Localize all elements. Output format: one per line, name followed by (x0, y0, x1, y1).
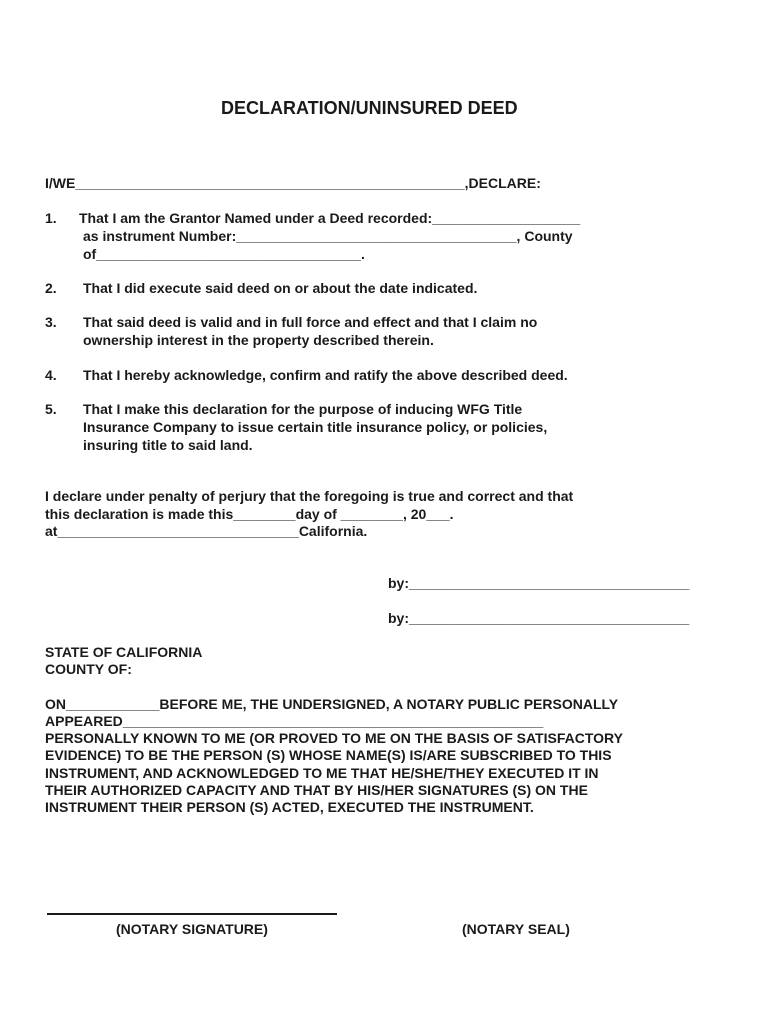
notary-signature-label: (NOTARY SIGNATURE) (116, 921, 268, 937)
page-title: DECLARATION/UNINSURED DEED (221, 98, 518, 118)
county-label[interactable]: COUNTY OF: (45, 661, 132, 677)
item-2-line-1: That I did execute said deed on or about the date indicated. (83, 280, 478, 296)
notary-signature-line[interactable] (47, 913, 337, 915)
notary-line-7: INSTRUMENT THEIR PERSON (S) ACTED, EXECUTED THE INSTRUMENT. (45, 799, 534, 815)
declare-line[interactable]: I/WE__________________________________________________,DECLARE: (45, 175, 541, 191)
notary-line-2[interactable]: APPEARED______________________________________________________ (45, 713, 544, 729)
item-3-line-2: ownership interest in the property described therein. (83, 332, 434, 348)
perjury-line-3[interactable]: at_______________________________California. (45, 523, 368, 539)
item-1-line-1[interactable]: That I am the Grantor Named under a Deed recorded:___________________ (79, 210, 581, 226)
notary-line-6: THEIR AUTHORIZED CAPACITY AND THAT BY HIS/HER SIGNATURES (S) ON THE (45, 782, 588, 798)
item-5-line-1: That I make this declaration for the purpose of inducing WFG Title (83, 401, 523, 417)
notary-line-5: INSTRUMENT, AND ACKNOWLEDGED TO ME THAT HE/SHE/THEY EXECUTED IT IN (45, 765, 599, 781)
item-1-number: 1. (45, 210, 57, 226)
item-3-line-1: That said deed is valid and in full force and effect and that I claim no (83, 314, 538, 330)
notary-line-1[interactable]: ON____________BEFORE ME, THE UNDERSIGNED, A NOTARY PUBLIC PERSONALLY (45, 696, 619, 712)
item-1-line-2[interactable]: as instrument Number:____________________________________, County (83, 228, 573, 244)
item-3-number: 3. (45, 314, 57, 330)
item-5-line-2: Insurance Company to issue certain title insurance policy, or policies, (83, 419, 548, 435)
notary-line-3: PERSONALLY KNOWN TO ME (OR PROVED TO ME ON THE BASIS OF SATISFACTORY (45, 730, 623, 746)
item-4-number: 4. (45, 367, 57, 383)
notary-line-4: EVIDENCE) TO BE THE PERSON (S) WHOSE NAME(S) IS/ARE SUBSCRIBED TO THIS (45, 747, 612, 763)
state-label: STATE OF CALIFORNIA (45, 644, 203, 660)
perjury-line-2[interactable]: this declaration is made this________day of ________, 20___. (45, 506, 454, 522)
perjury-line-1: I declare under penalty of perjury that the foregoing is true and correct and that (45, 488, 574, 504)
notary-seal-label: (NOTARY SEAL) (462, 921, 570, 937)
item-2-number: 2. (45, 280, 57, 296)
signature-line-1[interactable]: by:____________________________________ (388, 575, 690, 591)
item-5-line-3: insuring title to said land. (83, 437, 253, 453)
item-1-line-3[interactable]: of__________________________________. (83, 246, 365, 262)
item-5-number: 5. (45, 401, 57, 417)
item-4-line-1: That I hereby acknowledge, confirm and ratify the above described deed. (83, 367, 568, 383)
signature-line-2[interactable]: by:____________________________________ (388, 610, 690, 626)
